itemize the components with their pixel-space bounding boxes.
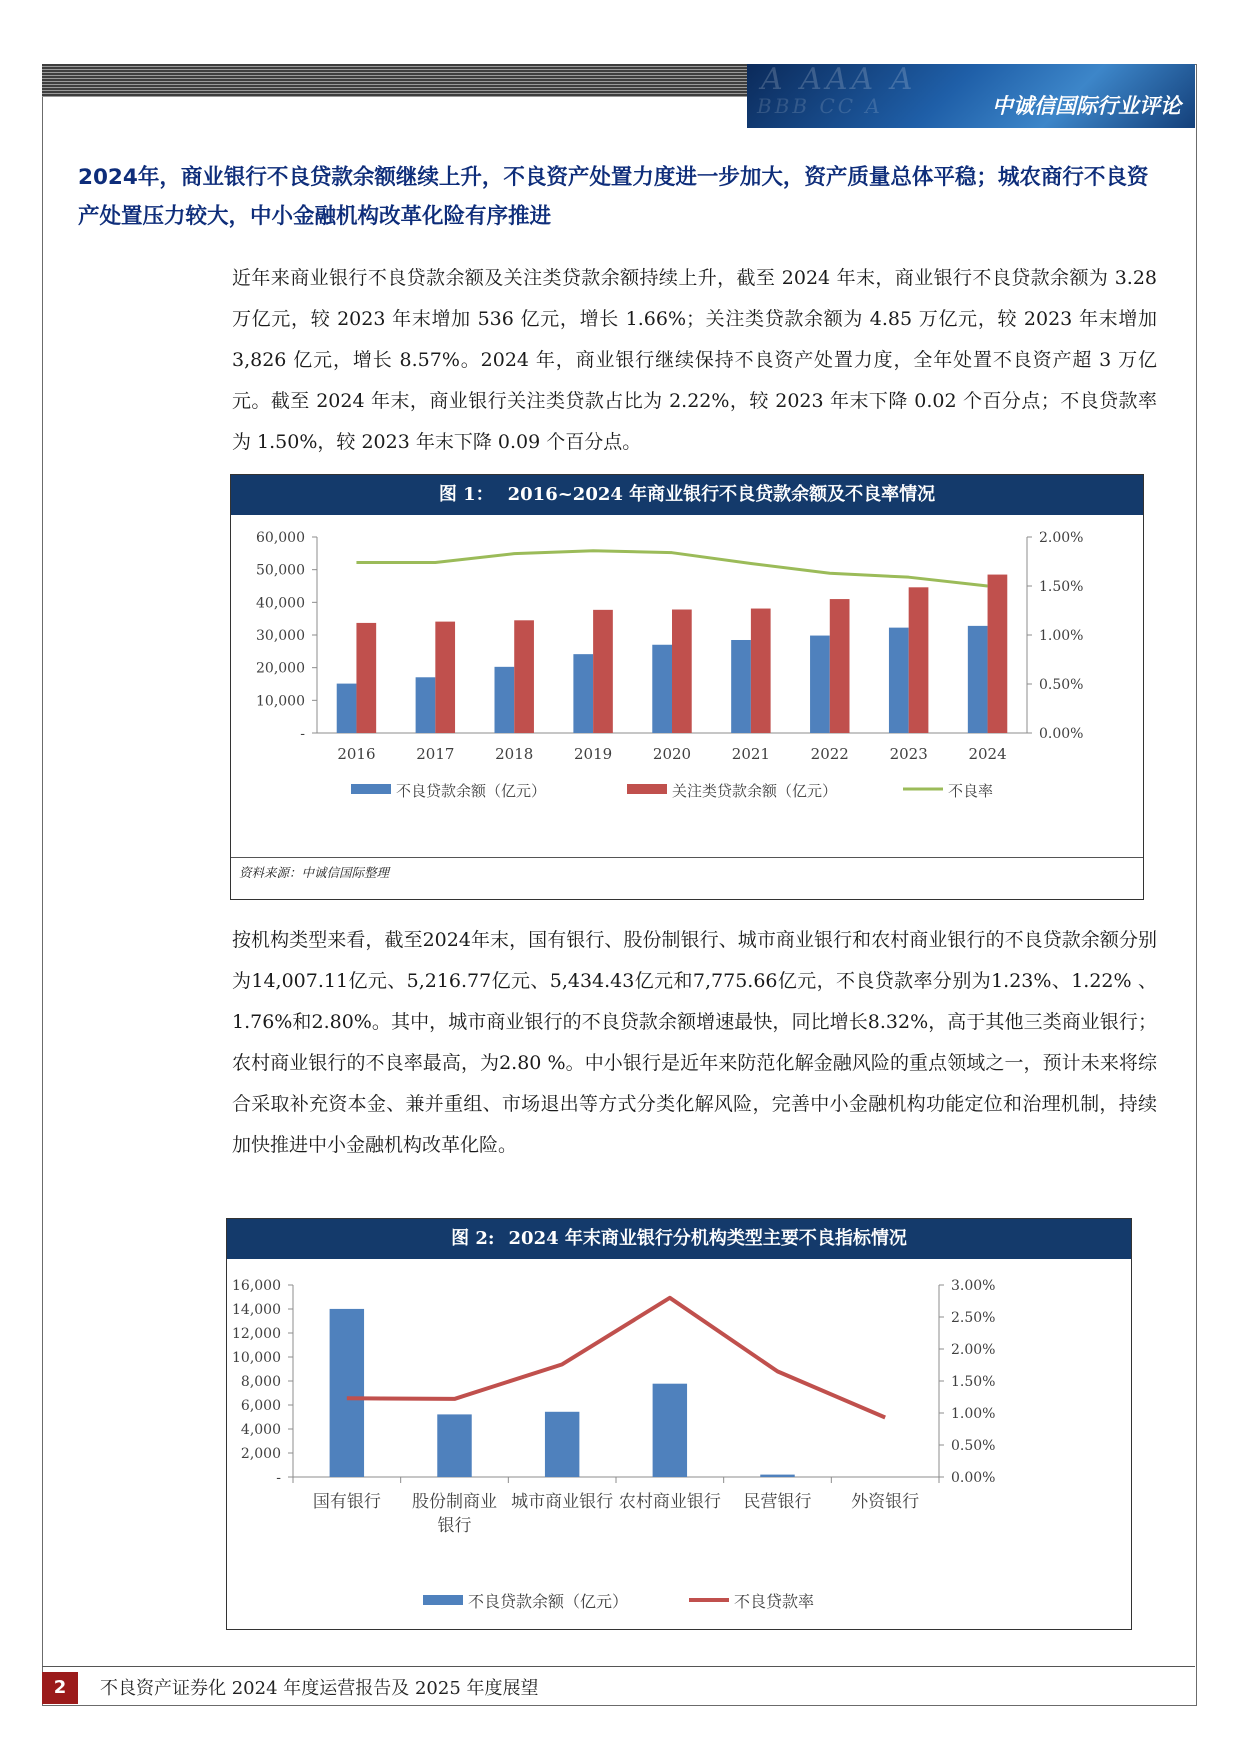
bar [830, 599, 850, 733]
right-tick-label: 0.50% [1039, 677, 1084, 693]
right-tick-label: 1.00% [951, 1406, 996, 1422]
chart-2-title: 2024 年末商业银行分机构类型主要不良指标情况 [508, 1228, 907, 1249]
bar [495, 667, 515, 733]
chart-1-label: 图 1： [438, 484, 494, 505]
bar [437, 1414, 471, 1477]
legend-label: 不良贷款率 [734, 1592, 815, 1611]
legend-label: 不良率 [948, 782, 994, 800]
right-tick-label: 2.50% [951, 1310, 996, 1326]
left-tick-label: 16,000 [232, 1278, 281, 1294]
category-label: 外资银行 [851, 1492, 920, 1512]
left-tick-label: 4,000 [240, 1422, 281, 1438]
bar [514, 620, 534, 733]
banner-watermark: A AAA A [761, 64, 917, 97]
category-label: 股份制商业 [412, 1492, 497, 1512]
bar [672, 610, 692, 733]
left-tick-label: 20,000 [256, 660, 305, 677]
legend-swatch [627, 784, 667, 794]
chart-2 [226, 1218, 1132, 1630]
category-label: 城市商业银行 [511, 1492, 614, 1512]
bar [330, 1309, 364, 1477]
chart-1-source: 资料来源：中诚信国际整理 [239, 865, 390, 880]
right-tick-label: 0.00% [1039, 726, 1084, 742]
left-tick-label: 10,000 [232, 1350, 281, 1366]
chart-1-source-divider [231, 857, 1143, 858]
right-tick-label: 1.00% [1039, 628, 1084, 644]
left-tick-label: 60,000 [256, 530, 305, 546]
chart-2-plot [227, 1261, 1131, 1627]
bar [573, 654, 593, 733]
category-label: 2024 [968, 745, 1007, 763]
banner-title: 中诚信国际行业评论 [992, 94, 1181, 118]
bar [545, 1412, 579, 1477]
category-label: 民营银行 [743, 1492, 812, 1512]
series-line [356, 551, 987, 586]
page-number: 2 [42, 1672, 78, 1704]
bar [889, 628, 909, 733]
category-label: 2017 [416, 745, 455, 763]
right-tick-label: 0.00% [951, 1470, 996, 1486]
paragraph-1 [232, 258, 1157, 463]
bar [810, 636, 830, 733]
legend-swatch [423, 1595, 463, 1605]
bar [337, 684, 357, 733]
right-tick-label: 2.00% [1039, 530, 1084, 546]
bar [909, 587, 929, 733]
bar [751, 609, 771, 733]
legend-label: 不良贷款余额（亿元） [396, 782, 547, 800]
left-tick-label: 10,000 [256, 693, 305, 710]
legend-label: 不良贷款余额（亿元） [468, 1592, 629, 1611]
paragraph-2-text: 按机构类型来看，截至2024年末，国有银行、股份制银行、城市商业银行和农村商业银行的不良贷款余额分别为14,007.11亿元、5,216.77亿元、5,434.43亿元和7,775.66亿元，不良贷款率分别为1.23%、1.22% 、1.76%和2.80%。其中，城市商业银行的不良贷款余额增速最快，同比增长8.32%，高于其他三类商业银行；农村商业银行的不良率最高，为2.80 %。中小银行是近年来防范化解金融风险的重点领域之一，预计未来将综合采取补充资本金、兼并重组、市场退出等方式分类化解风险，完善中小金融机构功能定位和治理机制，持续加快推进中小金融机构改革化险。 [232, 929, 1157, 1156]
category-label: 国有银行 [312, 1492, 381, 1512]
series-line [347, 1298, 885, 1418]
left-tick-label: 50,000 [256, 562, 305, 579]
bar [760, 1475, 794, 1477]
section-heading: 2024年，商业银行不良贷款余额继续上升，不良资产处置力度进一步加大，资产质量总体平稳；城农商行不良资产处置压力较大，中小金融机构改革化险有序推进 [78, 165, 1149, 229]
category-label: 2023 [889, 745, 928, 763]
bar [653, 1384, 687, 1477]
banner-watermark-secondary: BBB CC A [757, 94, 883, 118]
footer-report-title: 不良资产证券化 2024 年度运营报告及 2025 年度展望 [100, 1678, 539, 1699]
chart-1-title: 2016~2024 年商业银行不良贷款余额及不良率情况 [507, 484, 936, 505]
category-label: 2021 [731, 745, 770, 763]
paragraph-2 [232, 920, 1157, 1166]
bar [731, 640, 751, 733]
left-tick-label: 14,000 [232, 1302, 281, 1318]
chart-2-label: 图 2: [451, 1228, 495, 1249]
category-label: 2020 [652, 745, 692, 763]
right-tick-label: 3.00% [951, 1278, 996, 1294]
category-label: 2022 [810, 745, 849, 763]
category-label: 银行 [437, 1516, 472, 1536]
chart-1-title-bar [231, 475, 1143, 515]
chart-2-title-bar [227, 1219, 1131, 1259]
bar [356, 623, 376, 733]
bar [988, 575, 1008, 733]
category-label: 2019 [574, 745, 613, 763]
header-stripe [42, 64, 747, 97]
paragraph-1-text: 近年来商业银行不良贷款余额及关注类贷款余额持续上升，截至 2024 年末，商业银行不良贷款余额为 3.28 万亿元，较 2023 年末增加 536 亿元，增长 1.66%；关注类贷款余额为 4.85 万亿元，较 2023 年末增加 3,826 亿元，增长 8.57%。2024 年，商业银行继续保持不良资产处置力度，全年处置不良资产超 3 万亿元。截至 2024 年末，商业银行关注类贷款占比为 2.22%，较 2023 年末下降 0.02 个百分点；不良贷款率为 1.50%，较 2023 年末下降 0.09 个百分点。 [232, 267, 1157, 453]
legend-swatch [351, 784, 391, 794]
left-tick-label: - [276, 1470, 281, 1486]
bar [968, 626, 988, 733]
left-tick-label: 40,000 [256, 595, 305, 612]
category-label: 2016 [337, 745, 376, 763]
left-tick-label: 12,000 [232, 1326, 281, 1342]
bar [435, 622, 455, 733]
bar [593, 610, 613, 733]
left-tick-label: 6,000 [240, 1398, 281, 1414]
left-tick-label: 30,000 [256, 628, 305, 644]
footer-divider [42, 1666, 1195, 1667]
left-tick-label: 8,000 [240, 1374, 281, 1390]
right-tick-label: 1.50% [951, 1374, 996, 1390]
right-tick-label: 2.00% [951, 1342, 996, 1358]
right-tick-label: 1.50% [1039, 579, 1084, 595]
category-label: 2018 [495, 745, 534, 763]
legend-label: 关注类贷款余额（亿元） [672, 782, 838, 800]
right-tick-label: 0.50% [951, 1438, 996, 1454]
bar [652, 645, 672, 733]
chart-1-plot [231, 517, 1143, 857]
category-label: 农村商业银行 [618, 1492, 721, 1512]
bar [416, 677, 436, 733]
left-tick-label: - [300, 726, 305, 742]
header-banner [747, 64, 1195, 128]
chart-1 [230, 474, 1144, 900]
left-tick-label: 2,000 [240, 1446, 281, 1462]
